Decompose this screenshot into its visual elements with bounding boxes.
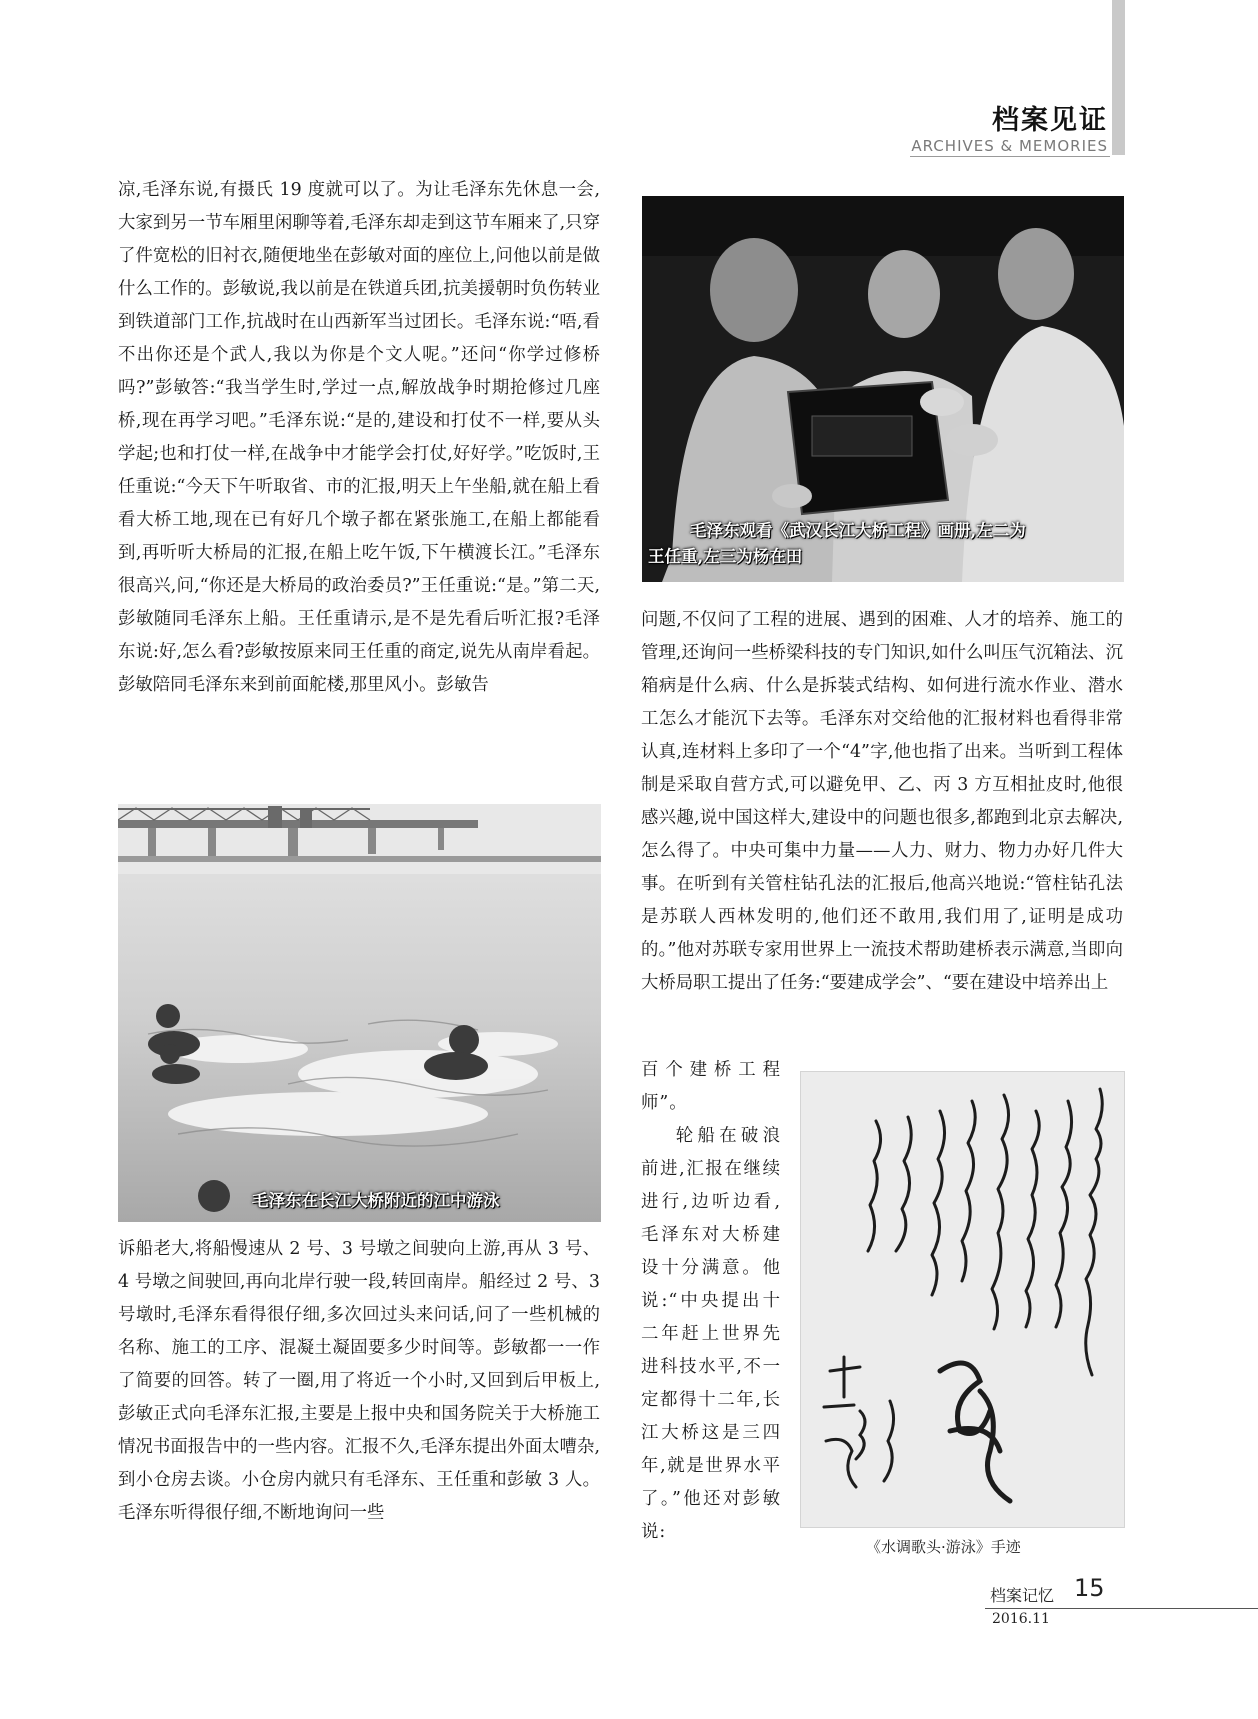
- album-photo: [642, 196, 1124, 582]
- column-title: 档案见证: [992, 105, 1108, 136]
- column-subtitle: ARCHIVES & MEMORIES: [911, 137, 1108, 155]
- swimming-photo-caption: 毛泽东在长江大桥附近的江中游泳: [252, 1191, 500, 1210]
- album-photo-caption-line1: 毛泽东观看《武汉长江大桥工程》画册,左二为: [690, 521, 1026, 540]
- album-photo-caption-line2: 王任重,左三为杨在田: [648, 547, 803, 566]
- issue-date: 2016.11: [992, 1611, 1050, 1627]
- page-number: 15: [1074, 1574, 1105, 1602]
- right-column-narrow-text: [641, 1054, 781, 1549]
- swimming-photo: [118, 804, 601, 1222]
- footer-rule: [985, 1608, 1258, 1609]
- page-edge-bar: [1112, 0, 1125, 155]
- paragraph: 问题,不仅问了工程的进展、遇到的困难、人才的培养、施工的管理,还询问一些桥梁科技的专门知识,如什么叫压气沉箱法、沉箱病是什么病、什么是拆装式结构、如何进行流水作业、潜水工怎么才能沉下去等。毛泽东对交给他的汇报材料也看得非常认真,连材料上多印了一个“4”字,他也指了出来。当听到工程体制是采取自营方式,可以避免甲、乙、丙 3 方互相扯皮时,他很感兴趣,说中国这样大,建设中的问题也很多,都跑到北京去解决,怎么得了。中央可集中力量——人力、财力、物力办好几件大事。在听到有关管柱钻孔法的汇报后,他高兴地说:“管柱钻孔法是苏联人西林发明的,他们还不敢用,我们用了,证明是成功的。”他对苏联专家用世界上一流技术帮助建桥表示满意,当即向大桥局职工提出了任务:“要建成学会”、“要在建设中培养出上: [641, 610, 1123, 993]
- magazine-name: 档案记忆: [990, 1586, 1055, 1605]
- left-column-bottom-text: [118, 1233, 600, 1530]
- manuscript-image: [800, 1071, 1125, 1528]
- album-photo-caption: [648, 518, 1118, 570]
- right-column-text: [641, 604, 1123, 1000]
- manuscript-caption: 《水调歌头·游泳》手迹: [866, 1538, 1021, 1556]
- paragraph: 凉,毛泽东说,有摄氏 19 度就可以了。为让毛泽东先休息一会,大家到另一节车厢里闲聊等着,毛泽东却走到这节车厢来了,只穿了件宽松的旧衬衣,随便地坐在彭敏对面的座位上,问他以前是做什么工作的。彭敏说,我以前是在铁道兵团,抗美援朝时负伤转业到铁道部门工作,抗战时在山西新军当过团长。毛泽东说:“唔,看不出你还是个武人,我以为你是个文人呢。”还问“你学过修桥吗?”彭敏答:“我当学生时,学过一点,解放战争时期抢修过几座桥,现在再学习吧。”毛泽东说:“是的,建设和打仗不一样,要从头学起;也和打仗一样,在战争中才能学会打仗,好好学。”吃饭时,王任重说:“今天下午听取省、市的汇报,明天上午坐船,就在船上看看大桥工地,现在已有好几个墩子都在紧张施工,在船上都能看到,再听听大桥局的汇报,在船上吃午饭,下午横渡长江。”毛泽东很高兴,问,“你还是大桥局的政治委员?”王任重说:“是。”第二天,彭敏随同毛泽东上船。王任重请示,是不是先看后听汇报?毛泽东说:好,怎么看?彭敏按原来同王任重的商定,说先从南岸看起。彭敏陪同毛泽东来到前面舵楼,那里风小。彭敏告: [118, 180, 600, 695]
- paragraph: 轮船在破浪前进,汇报在继续进行,边听边看,毛泽东对大桥建设十分满意。他说:“中央提出十二年赶上世界先进科技水平,不一定都得十二年,长江大桥这是三四年,就是世界水平了。”他还对彭敏说:: [641, 1126, 781, 1542]
- header-rule: [910, 156, 1110, 157]
- left-column-top-text: [118, 174, 600, 702]
- paragraph: 百个建桥工程师”。: [641, 1060, 781, 1113]
- paragraph: 诉船老大,将船慢速从 2 号、3 号墩之间驶向上游,再从 3 号、4 号墩之间驶回,再向北岸行驶一段,转回南岸。船经过 2 号、3 号墩时,毛泽东看得很仔细,多次回过头来问话,问了一些机械的名称、施工的工序、混凝土凝固要多少时间等。彭敏都一一作了简要的回答。转了一圈,用了将近一个小时,又回到后甲板上,彭敏正式向毛泽东汇报,主要是上报中央和国务院关于大桥施工情况书面报告中的一些内容。汇报不久,毛泽东提出外面太嘈杂,到小仓房去谈。小仓房内就只有毛泽东、王任重和彭敏 3 人。毛泽东听得很仔细,不断地询问一些: [118, 1239, 600, 1523]
